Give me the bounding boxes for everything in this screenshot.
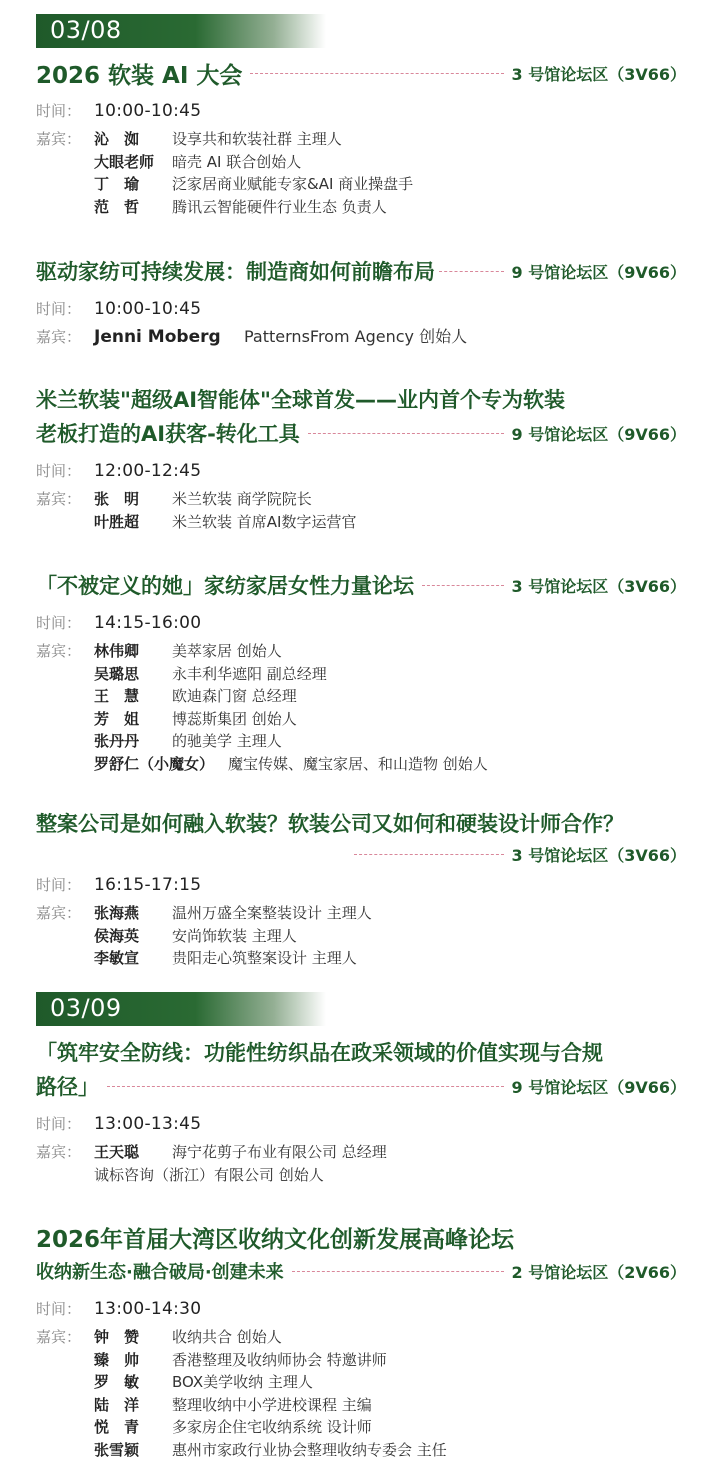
time-label: 时间： <box>36 462 82 480</box>
session-title-text: 老板打造的AI获客-转化工具 <box>36 422 300 446</box>
guest-name: 叶胜超 <box>94 512 140 531</box>
time-row <box>36 1298 686 1320</box>
session-title <box>36 568 686 602</box>
time-label: 时间： <box>36 300 82 318</box>
session-title <box>36 416 686 450</box>
guest-role: 美萃家居 创始人 <box>172 642 282 660</box>
session-title-text: 整案公司是如何融入软装？软装公司又如何和硬装设计师合作？ <box>36 812 624 836</box>
guests-label: 嘉宾： <box>36 1143 82 1161</box>
guest-list <box>94 1326 447 1461</box>
session-subtitle-text: 收纳新生态·融合破局·创建未来 <box>36 1262 284 1283</box>
guest-item <box>94 1394 447 1417</box>
guest-item <box>94 663 488 686</box>
date-label: 03/09 <box>50 994 122 1022</box>
time-label: 时间： <box>36 1300 82 1318</box>
guest-item <box>94 1326 447 1349</box>
guest-role: 收纳共合 创始人 <box>172 1328 282 1346</box>
session-time: 13:00-14:30 <box>94 1299 202 1319</box>
session-card <box>36 56 686 218</box>
session-card <box>36 382 686 533</box>
session-title <box>36 1069 686 1103</box>
guest-name: 王 慧 <box>94 687 140 705</box>
guest-role: 整理收纳中小学进校课程 主编 <box>172 1395 372 1414</box>
session-time: 10:00-10:45 <box>94 101 202 121</box>
guest-name: 范 哲 <box>94 197 140 216</box>
guest-item <box>94 1439 447 1462</box>
guest-name: 陆 洋 <box>94 1395 140 1414</box>
leader-dashes <box>354 854 504 855</box>
guest-item <box>94 1416 447 1439</box>
guest-role: 多家房企住宅收纳系统 设计师 <box>172 1418 372 1436</box>
guest-role: 温州万盛全案整装设计 主理人 <box>172 904 372 922</box>
time-row <box>36 298 686 320</box>
session-card <box>36 568 686 775</box>
guest-item <box>94 173 413 196</box>
time-label: 时间： <box>36 102 82 120</box>
guest-name: 沁 洳 <box>94 130 140 148</box>
guest-name: 侯海英 <box>94 926 140 945</box>
guest-name: 张 明 <box>94 490 140 508</box>
guest-name: Jenni Moberg <box>94 327 221 347</box>
guest-name: 李敏宣 <box>94 949 140 967</box>
guest-name: 张雪颖 <box>94 1440 140 1459</box>
guest-role: 设享共和软装社群 主理人 <box>172 130 342 148</box>
session-title-text: 路径」 <box>36 1075 99 1099</box>
guest-item <box>94 925 372 948</box>
guest-role: 香港整理及收纳师协会 特邀讲师 <box>172 1350 387 1369</box>
guest-role: 惠州市家政行业协会整理收纳专委会 主任 <box>172 1440 447 1459</box>
guest-item <box>94 326 467 349</box>
session-title <box>36 56 686 90</box>
guest-role: 安尚饰软装 主理人 <box>172 926 297 945</box>
time-row <box>36 612 686 634</box>
session-card <box>36 1220 686 1461</box>
session-title-text: 2026年首届大湾区收纳文化创新发展高峰论坛 <box>36 1226 515 1253</box>
leader-dashes <box>292 1271 504 1272</box>
date-banner <box>36 992 326 1026</box>
session-title-text: 「筑牢安全防线：功能性纺织品在政采领域的价值实现与合规 <box>36 1041 603 1065</box>
session-title-text: 2026 软装 AI 大会 <box>36 62 243 89</box>
guests-label: 嘉宾： <box>36 1328 82 1346</box>
venue-label: 9 号馆论坛区（9V66） <box>511 1077 686 1097</box>
guest-role: 博蕊斯集团 创始人 <box>172 709 297 728</box>
session-card <box>36 254 686 349</box>
guest-item <box>94 708 488 731</box>
guest-role: 海宁花剪子布业有限公司 总经理 <box>172 1143 387 1161</box>
guest-item <box>94 685 488 708</box>
time-label: 时间： <box>36 876 82 894</box>
venue-label: 3 号馆论坛区（3V66） <box>511 64 686 84</box>
time-row <box>36 874 686 896</box>
guest-list <box>94 902 372 970</box>
session-time: 12:00-12:45 <box>94 461 202 481</box>
guest-name: 丁 瑜 <box>94 175 140 193</box>
time-row <box>36 100 686 122</box>
guest-name: 芳 姐 <box>94 709 140 728</box>
guest-role: 永丰利华遮阳 副总经理 <box>172 664 327 683</box>
guests-label: 嘉宾： <box>36 904 82 922</box>
guest-name: 吴璐思 <box>94 664 140 683</box>
guest-item <box>94 1371 447 1394</box>
guest-name: 大眼老师 <box>94 152 155 171</box>
guests-label: 嘉宾： <box>36 642 82 660</box>
leader-dashes <box>439 271 504 272</box>
session-time: 14:15-16:00 <box>94 613 202 633</box>
guests-row <box>36 902 686 970</box>
guest-item <box>94 511 356 534</box>
time-row <box>36 1113 686 1135</box>
guest-name: 悦 青 <box>94 1418 140 1436</box>
guest-item <box>94 128 413 151</box>
guest-name: 钟 赞 <box>94 1328 140 1346</box>
guest-role: PatternsFrom Agency 创始人 <box>244 327 468 346</box>
session-subtitle <box>36 1254 686 1288</box>
session-title <box>36 1220 686 1254</box>
guest-item <box>94 488 356 511</box>
guest-role: 的驰美学 主理人 <box>172 732 282 750</box>
venue-label: 9 号馆论坛区（9V66） <box>511 424 686 444</box>
guest-list <box>94 128 413 218</box>
guest-role: 泛家居商业赋能专家&AI 商业操盘手 <box>172 175 414 193</box>
guests-row <box>36 488 686 533</box>
guest-role: 贵阳走心筑整案设计 主理人 <box>172 949 357 967</box>
guest-name: 臻 帅 <box>94 1350 140 1369</box>
guest-item <box>94 753 488 776</box>
guest-role: 米兰软装 首席AI数字运营官 <box>172 512 357 531</box>
guest-item <box>94 196 413 219</box>
leader-dashes <box>107 1086 504 1087</box>
guests-row <box>36 326 686 349</box>
guest-name: 林伟卿 <box>94 642 140 660</box>
session-title-text: 驱动家纺可持续发展：制造商如何前瞻布局 <box>36 260 435 284</box>
guest-role: 魔宝传媒、魔宝家居、和山造物 创始人 <box>228 754 488 773</box>
venue-label: 9 号馆论坛区（9V66） <box>511 262 686 282</box>
venue-label: 3 号馆论坛区（3V66） <box>511 576 686 596</box>
guest-role: BOX美学收纳 主理人 <box>172 1373 313 1391</box>
guest-role: 米兰软装 商学院院长 <box>172 490 312 508</box>
guest-role: 暗壳 AI 联合创始人 <box>172 152 302 171</box>
date-label: 03/08 <box>50 16 122 44</box>
time-label: 时间： <box>36 614 82 632</box>
guests-label: 嘉宾： <box>36 490 82 508</box>
guest-item <box>94 151 413 174</box>
guests-row <box>36 1141 686 1186</box>
session-time: 16:15-17:15 <box>94 875 202 895</box>
guest-role: 诚标咨询（浙江）有限公司 创始人 <box>94 1165 324 1184</box>
guest-name: 张海燕 <box>94 904 140 922</box>
guest-item <box>94 1349 447 1372</box>
guests-label: 嘉宾： <box>36 328 82 346</box>
venue-label: 2 号馆论坛区（2V66） <box>511 1262 686 1282</box>
session-title <box>36 806 686 840</box>
guest-list <box>94 1141 387 1186</box>
guest-item <box>94 730 488 753</box>
guest-item <box>94 640 488 663</box>
guest-role: 欧迪森门窗 总经理 <box>172 687 297 705</box>
guests-label: 嘉宾： <box>36 130 82 148</box>
guest-name: 罗舒仁（小魔女） <box>94 754 215 773</box>
guest-item <box>94 902 372 925</box>
guest-list <box>94 488 356 533</box>
time-row <box>36 460 686 482</box>
session-title <box>36 382 686 416</box>
session-title <box>36 254 686 288</box>
guest-item <box>94 947 372 970</box>
session-title-text: 「不被定义的她」家纺家居女性力量论坛 <box>36 574 414 598</box>
session-time: 10:00-10:45 <box>94 299 202 319</box>
time-label: 时间： <box>36 1115 82 1133</box>
guest-item <box>94 1141 387 1164</box>
venue-label: 3 号馆论坛区（3V66） <box>511 845 686 865</box>
guest-name: 张丹丹 <box>94 732 140 750</box>
guests-row <box>36 1326 686 1461</box>
guest-list <box>94 640 488 775</box>
leader-dashes <box>308 433 504 434</box>
session-card <box>36 1035 686 1186</box>
guest-list <box>94 326 467 349</box>
guest-name: 罗 敏 <box>94 1373 140 1391</box>
session-venue-line <box>36 840 686 868</box>
date-banner <box>36 14 326 48</box>
leader-dashes <box>250 73 503 74</box>
guests-row <box>36 640 686 775</box>
session-time: 13:00-13:45 <box>94 1114 202 1134</box>
session-title <box>36 1035 686 1069</box>
leader-dashes <box>422 585 504 586</box>
guest-name: 王天聪 <box>94 1143 140 1161</box>
session-card <box>36 806 686 970</box>
session-title-text: 米兰软装"超级AI智能体"全球首发——业内首个专为软装 <box>36 388 565 412</box>
guest-role: 腾讯云智能硬件行业生态 负责人 <box>172 197 387 216</box>
guest-item <box>94 1164 387 1187</box>
guests-row <box>36 128 686 218</box>
